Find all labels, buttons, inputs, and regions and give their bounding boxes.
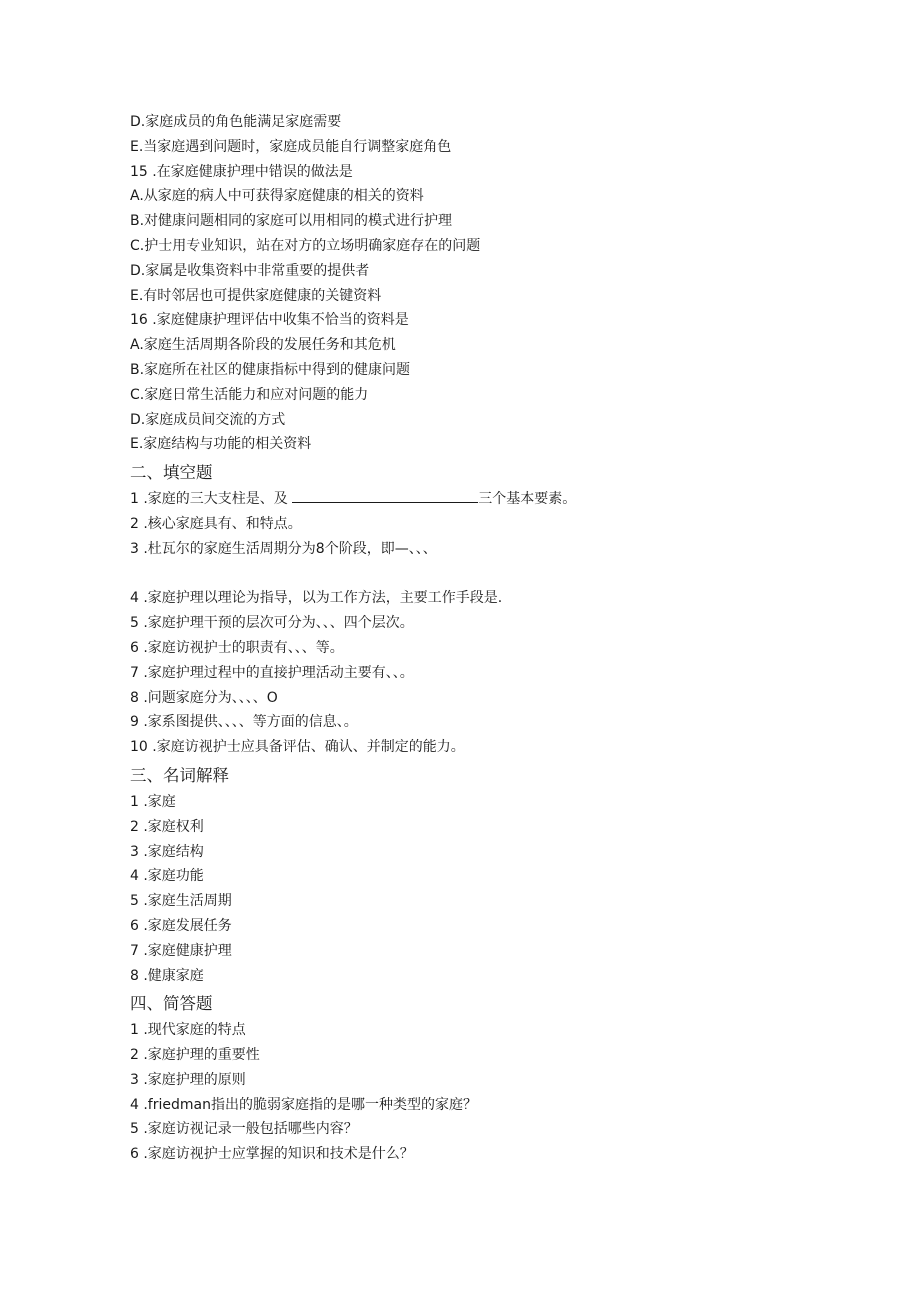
- fill-blank-question: 5 .家庭护理干预的层次可分为、、、四个层次。: [130, 615, 414, 632]
- fill-blank-question: 10 .家庭访视护士应具备评估、确认、并制定的能力。: [130, 739, 465, 756]
- term-item: 3 .家庭结构: [130, 843, 204, 860]
- term-item: 6 .家庭发展任务: [130, 917, 232, 934]
- option-e-text: E.当家庭遇到问题时，家庭成员能自行调整家庭角色: [130, 138, 452, 155]
- option-b-text: B.对健康问题相同的家庭可以用相同的模式进行护理: [130, 213, 453, 230]
- fill-blank-question: 6 .家庭访视护士的职责有、、、等。: [130, 639, 344, 656]
- question-15: 15 .在家庭健康护理中错误的做法是: [130, 163, 353, 180]
- fill-blank-question: 8 .问题家庭分为、、、、O: [130, 689, 278, 706]
- option-a-text: A.家庭生活周期各阶段的发展任务和其危机: [130, 337, 396, 354]
- section-heading-short-answer: 四、简答题: [130, 994, 213, 1014]
- term-item: 8 .健康家庭: [130, 967, 204, 984]
- option-c-text: C.护士用专业知识，站在对方的立场明确家庭存在的问题: [130, 237, 481, 254]
- fill-blank-question: 9 .家系图提供、、、、等方面的信息、。: [130, 714, 358, 731]
- term-item: 5 .家庭生活周期: [130, 893, 232, 910]
- question-16: 16 .家庭健康护理评估中收集不恰当的资料是: [130, 312, 409, 329]
- short-answer-question: 6 .家庭访视护士应掌握的知识和技术是什么？: [130, 1146, 414, 1163]
- short-answer-question: 5 .家庭访视记录一般包括哪些内容？: [130, 1121, 358, 1138]
- term-item: 2 .家庭权利: [130, 818, 204, 835]
- short-answer-question: 1 .现代家庭的特点: [130, 1022, 246, 1039]
- option-e-text: E.家庭结构与功能的相关资料: [130, 436, 312, 453]
- fill-blank-question: 4 .家庭护理以理论为指导，以为工作方法，主要工作手段是.: [130, 590, 503, 607]
- short-answer-question: 3 .家庭护理的原则: [130, 1071, 246, 1088]
- option-b-text: B.家庭所在社区的健康指标中得到的健康问题: [130, 361, 411, 378]
- section-heading-fill-blank: 二、填空题: [130, 463, 213, 483]
- option-d-text: D.家庭成员间交流的方式: [130, 411, 286, 428]
- blank-space: [130, 562, 770, 587]
- short-answer-question: 2 .家庭护理的重要性: [130, 1047, 260, 1064]
- term-item: 1 .家庭: [130, 793, 176, 810]
- fill-blank-question: 3 .杜瓦尔的家庭生活周期分为8个阶段，即—、、、: [130, 540, 437, 557]
- fill-blank-question: 2 .核心家庭具有、和特点。: [130, 515, 302, 532]
- option-c-text: C.家庭日常生活能力和应对问题的能力: [130, 386, 369, 403]
- document-page: [130, 110, 770, 1167]
- question-text: 三个基本要素。: [478, 491, 577, 508]
- section-heading-terms: 三、名词解释: [130, 765, 229, 785]
- question-text: 1 .家庭的三大支柱是、及: [130, 491, 288, 508]
- option-d-text: D.家庭成员的角色能满足家庭需要: [130, 114, 342, 130]
- fill-blank-question: 7 .家庭护理过程中的直接护理活动主要有、、。: [130, 664, 414, 681]
- term-item: 7 .家庭健康护理: [130, 942, 232, 959]
- term-item: 4 .家庭功能: [130, 868, 204, 885]
- answer-blank-line: [292, 487, 478, 503]
- fill-blank-question-1: [130, 487, 770, 512]
- short-answer-question: 4 .friedman指出的脆弱家庭指的是哪一种类型的家庭？: [130, 1096, 477, 1113]
- option-d-text: D.家属是收集资料中非常重要的提供者: [130, 262, 370, 279]
- option-e-text: E.有时邻居也可提供家庭健康的关键资料: [130, 287, 382, 304]
- option-a-text: A.从家庭的病人中可获得家庭健康的相关的资料: [130, 188, 424, 205]
